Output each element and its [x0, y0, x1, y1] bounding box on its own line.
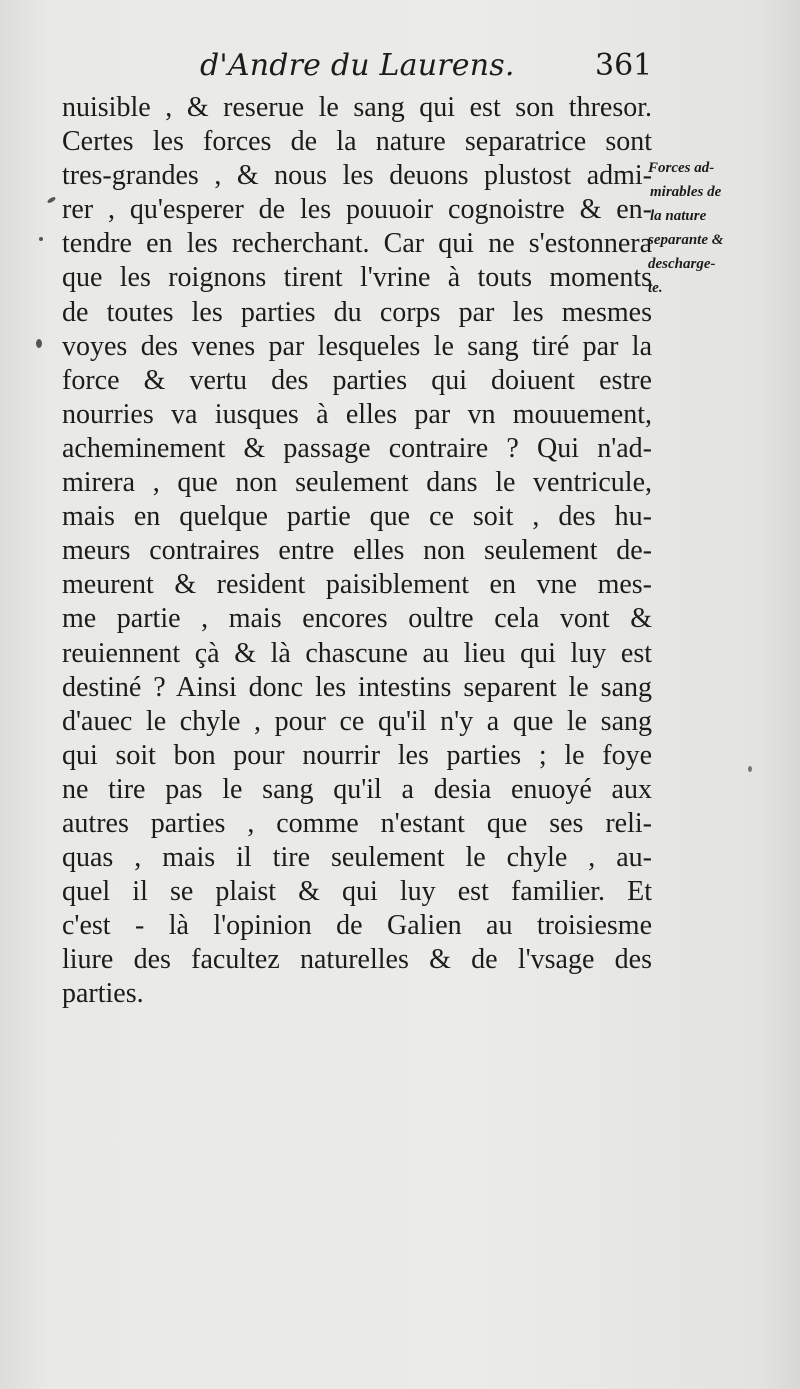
text-line: quel il se plaist & qui luy est familier. Et: [62, 876, 652, 908]
text-line: mais en quelque partie que ce soit , des hu-: [62, 501, 652, 533]
ink-speck: [47, 196, 57, 204]
text-line: meurent & resident paisiblement en vne mes-: [62, 569, 652, 601]
margin-note-line: descharge-: [648, 256, 716, 272]
margin-note-line: mirables de: [650, 184, 722, 200]
margin-note-line: te.: [648, 280, 663, 296]
text-line: liure des facultez naturelles & de l'vsage des: [62, 944, 652, 976]
text-line: qui soit bon pour nourrir les parties ; le foye: [62, 739, 652, 771]
margin-note-line: Forces ad-: [648, 160, 715, 176]
running-title: d'Andre du Laurens.: [200, 48, 515, 83]
text-line: tendre en les recherchant. Car qui ne s'estonnera: [62, 228, 652, 260]
ink-speck: [39, 237, 43, 241]
text-line: nuisible , & reserue le sang qui est son thresor.: [62, 92, 652, 123]
text-line: meurs contraires entre elles non seulement de-: [62, 535, 652, 567]
text-line: quas , mais il tire seulement le chyle , au-: [62, 842, 652, 874]
margin-note-line: separante &: [648, 232, 724, 248]
text-line: autres parties , comme n'estant que ses reli-: [62, 807, 652, 839]
body-text: [62, 91, 652, 1012]
text-line: c'est - là l'opinion de Galien au troisiesme: [62, 910, 652, 942]
margin-note-line: la nature: [650, 208, 707, 224]
text-line: nourries va iusques à elles par vn mouuement,: [62, 398, 652, 430]
text-line: voyes des venes par lesqueles le sang tiré par la: [62, 330, 652, 362]
text-line: que les roignons tirent l'vrine à touts moments: [62, 262, 652, 294]
text-line: d'auec le chyle , pour ce qu'il n'y a que le sang: [62, 705, 652, 737]
text-line: reuiennent çà & là chascune au lieu qui luy est: [62, 637, 652, 669]
ink-speck: [36, 339, 42, 348]
text-line: parties.: [62, 978, 144, 1010]
page-number: 361: [595, 48, 653, 83]
ink-speck: [748, 766, 752, 772]
text-line: force & vertu des parties qui doiuent estre: [62, 364, 652, 396]
text-line: acheminement & passage contraire ? Qui n'ad-: [62, 432, 652, 464]
text-line: mirera , que non seulement dans le ventricule,: [62, 467, 652, 499]
text-line: Certes les forces de la nature separatrice sont: [62, 126, 652, 158]
text-line: me partie , mais encores oultre cela vont &: [62, 603, 652, 635]
margin-note: [648, 156, 768, 300]
text-line: rer , qu'esperer de les pouuoir cognoistre & en-: [62, 194, 652, 226]
text-line: ne tire pas le sang qu'il a desia enuoyé aux: [62, 773, 652, 805]
page-header: [60, 48, 660, 88]
text-line: destiné ? Ainsi donc les intestins separent le sang: [62, 671, 652, 703]
text-line: tres-grandes , & nous les deuons plustost admi-: [62, 160, 652, 192]
text-line: de toutes les parties du corps par les mesmes: [62, 296, 652, 328]
